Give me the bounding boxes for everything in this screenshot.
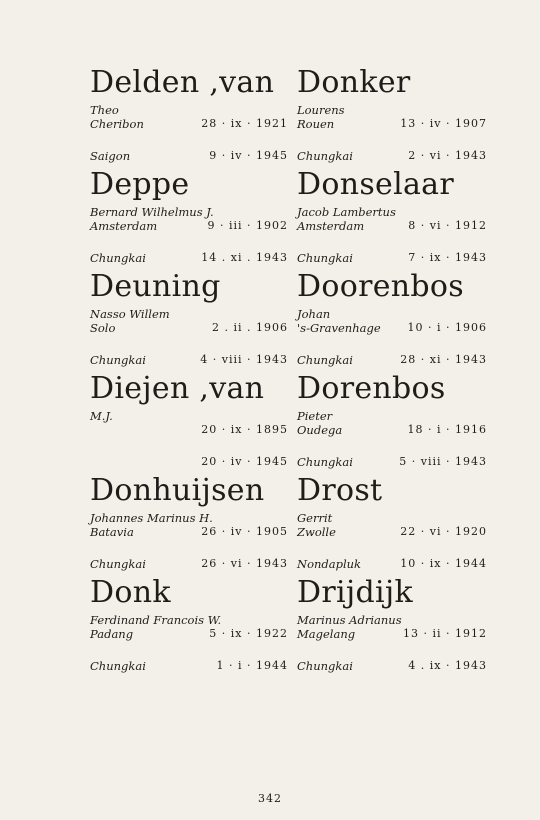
birth-row [90, 219, 290, 233]
birth-row [297, 117, 487, 131]
entry [90, 372, 290, 474]
death-date: 28 · xi · 1943 [400, 353, 487, 366]
entry [297, 474, 487, 576]
death-row [90, 455, 290, 469]
death-row [90, 149, 290, 163]
surname: Drijdijk [297, 575, 413, 610]
birth-place: Amsterdam [90, 219, 158, 233]
given-names: Bernard Wilhelmus J. [90, 205, 214, 219]
birth-date: 9 · iii · 1902 [207, 219, 288, 232]
given-names: Johan [297, 307, 331, 321]
death-row [297, 557, 487, 571]
given-names: Gerrit [297, 511, 333, 525]
birth-date: 22 · vi · 1920 [400, 525, 487, 538]
death-date: 4 · viii · 1943 [200, 353, 288, 366]
birth-row [90, 525, 290, 539]
page-number: 342 [258, 792, 282, 805]
birth-date: 13 · iv · 1907 [400, 117, 487, 130]
death-date: 1 · i · 1944 [216, 659, 288, 672]
birth-date: 5 · ix · 1922 [209, 627, 288, 640]
death-place: Chungkai [90, 353, 146, 367]
death-row [297, 455, 487, 469]
entry [90, 474, 290, 576]
entry [297, 576, 487, 678]
entry [297, 168, 487, 270]
entry [90, 168, 290, 270]
surname: Donhuijsen [90, 473, 265, 508]
surname: Dorenbos [297, 371, 446, 406]
death-place: Saigon [90, 149, 131, 163]
given-names: Nasso Willem [90, 307, 170, 321]
given-names: Johannes Marinus H. [90, 511, 213, 525]
death-date: 10 · ix · 1944 [400, 557, 487, 570]
death-date: 2 · vi · 1943 [408, 149, 487, 162]
death-date: 9 · iv · 1945 [209, 149, 288, 162]
death-place: Chungkai [297, 455, 353, 469]
birth-date: 28 · ix · 1921 [201, 117, 288, 130]
surname: Diejen ,van [90, 371, 265, 406]
birth-place: Rouen [297, 117, 335, 131]
surname: Donker [297, 65, 411, 100]
death-date: 5 · viii · 1943 [399, 455, 487, 468]
death-row [297, 251, 487, 265]
entry [297, 66, 487, 168]
entry [90, 576, 290, 678]
death-row [90, 251, 290, 265]
birth-row [90, 627, 290, 641]
death-date: 26 · vi · 1943 [201, 557, 288, 570]
birth-date: 2 . ii . 1906 [211, 321, 288, 334]
death-place: Chungkai [90, 659, 146, 673]
surname: Deuning [90, 269, 221, 304]
right-column [297, 66, 487, 678]
left-column [90, 66, 290, 678]
birth-row [297, 525, 487, 539]
birth-row [90, 423, 290, 437]
death-place: Chungkai [90, 557, 146, 571]
birth-date: 20 · ix · 1895 [201, 423, 288, 436]
birth-date: 8 · vi · 1912 [408, 219, 487, 232]
given-names: Lourens [297, 103, 345, 117]
death-date: 7 · ix · 1943 [408, 251, 487, 264]
birth-place: Amsterdam [297, 219, 365, 233]
entry [297, 372, 487, 474]
death-row [90, 353, 290, 367]
birth-row [297, 219, 487, 233]
death-date: 20 · iv · 1945 [201, 455, 288, 468]
death-date: 4 . ix · 1943 [408, 659, 487, 672]
entry [90, 66, 290, 168]
birth-place: Magelang [297, 627, 356, 641]
birth-place: 's-Gravenhage [297, 321, 381, 335]
death-date: 14 . xi . 1943 [201, 251, 288, 264]
birth-date: 10 · i · 1906 [407, 321, 487, 334]
given-names: Marinus Adrianus [297, 613, 402, 627]
given-names: Pieter [297, 409, 333, 423]
birth-row [90, 321, 290, 335]
death-place: Chungkai [90, 251, 146, 265]
death-place: Chungkai [297, 353, 353, 367]
death-row [297, 659, 487, 673]
birth-row [297, 423, 487, 437]
birth-place: Oudega [297, 423, 343, 437]
birth-place: Padang [90, 627, 134, 641]
death-row [297, 353, 487, 367]
given-names: Ferdinand Francois W. [90, 613, 222, 627]
entry [90, 270, 290, 372]
entry [297, 270, 487, 372]
birth-date: 18 · i · 1916 [407, 423, 487, 436]
death-place: Chungkai [297, 659, 353, 673]
surname: Donk [90, 575, 171, 610]
surname: Drost [297, 473, 383, 508]
birth-place: Zwolle [297, 525, 336, 539]
birth-row [90, 117, 290, 131]
birth-date: 13 · ii · 1912 [402, 627, 487, 640]
given-names: M.J. [90, 409, 113, 423]
surname: Delden ,van [90, 65, 275, 100]
surname: Deppe [90, 167, 190, 202]
death-place: Chungkai [297, 251, 353, 265]
birth-place: Batavia [90, 525, 134, 539]
birth-date: 26 · iv · 1905 [201, 525, 288, 538]
death-row [90, 557, 290, 571]
birth-place: Solo [90, 321, 116, 335]
death-place: Chungkai [297, 149, 353, 163]
death-row [297, 149, 487, 163]
surname: Doorenbos [297, 269, 464, 304]
birth-row [297, 627, 487, 641]
given-names: Theo [90, 103, 119, 117]
given-names: Jacob Lambertus [297, 205, 396, 219]
surname: Donselaar [297, 167, 454, 202]
birth-place: Cheribon [90, 117, 144, 131]
birth-row [297, 321, 487, 335]
death-row [90, 659, 290, 673]
death-place: Nondapluk [297, 557, 362, 571]
